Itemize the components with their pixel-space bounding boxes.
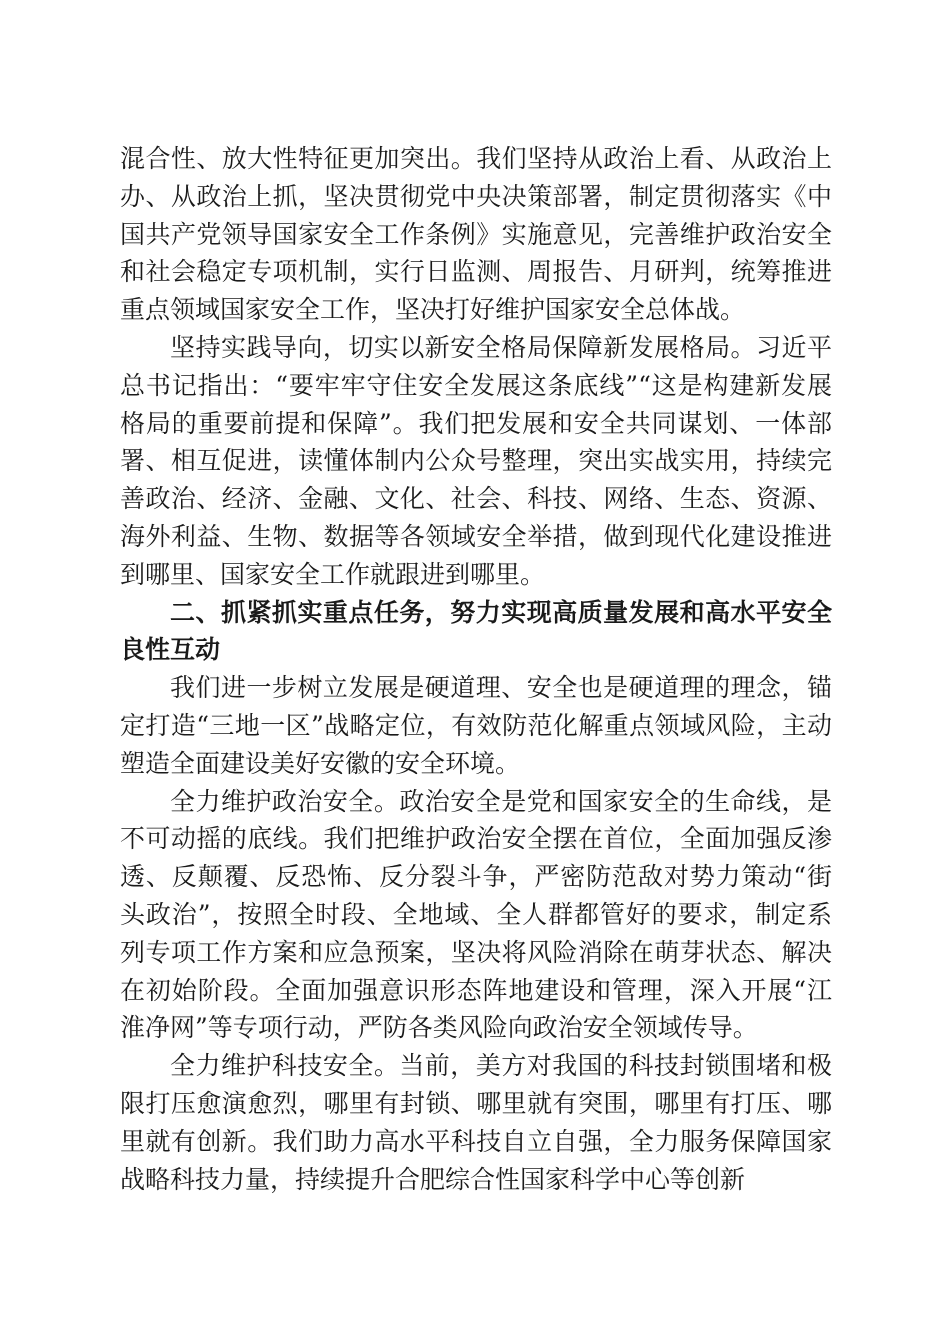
document-body <box>120 140 832 1198</box>
paragraph-development-security: 我们进一步树立发展是硬道理、安全也是硬道理的理念，锚定打造“三地一区”战略定位，有效防范化解重点领域风险，主动塑造全面建设美好安徽的安全环境。 <box>120 673 832 778</box>
paragraph-continuation: 混合性、放大性特征更加突出。我们坚持从政治上看、从政治上办、从政治上抓，坚决贯彻党中央决策部署，制定贯彻落实《中国共产党领导国家安全工作条例》实施意见，完善维护政治安全和社会稳定专项机制，实行日监测、周报告、月研判，统筹推进重点领域国家安全工作，坚决打好维护国家安全总体战。 <box>120 144 832 325</box>
section-heading-two: 二、抓紧抓实重点任务，努力实现高质量发展和高水平安全良性互动 <box>120 597 832 665</box>
paragraph-political-security: 全力维护政治安全。政治安全是党和国家安全的生命线，是不可动摇的底线。我们把维护政治安全摆在首位，全面加强反渗透、反颠覆、反恐怖、反分裂斗争，严密防范敌对势力策动“街头政治”，按照全时段、全地域、全人群都管好的要求，制定系列专项工作方案和应急预案，坚决将风险消除在萌芽状态、解决在初始阶段。全面加强意识形态阵地建设和管理，深入开展“江淮净网”等专项行动，严防各类风险向政治安全领域传导。 <box>120 786 832 1043</box>
paragraph-tech-security: 全力维护科技安全。当前，美方对我国的科技封锁围堵和极限打压愈演愈烈，哪里有封锁、哪里就有突围，哪里有打压、哪里就有创新。我们助力高水平科技自立自强，全力服务保障国家战略科技力量，持续提升合肥综合性国家科学中心等创新 <box>120 1051 832 1194</box>
paragraph-practice-orientation: 坚持实践导向，切实以新安全格局保障新发展格局。习近平总书记指出：“要牢牢守住安全发展这条底线”“这是构建新发展格局的重要前提和保障”。我们把发展和安全共同谋划、一体部署、相互促进，读懂体制内公众号整理，突出实战实用，持续完善政治、经济、金融、文化、社会、科技、网络、生态、资源、海外利益、生物、数据等各领域安全举措，做到现代化建设推进到哪里、国家安全工作就跟进到哪里。 <box>120 332 832 589</box>
